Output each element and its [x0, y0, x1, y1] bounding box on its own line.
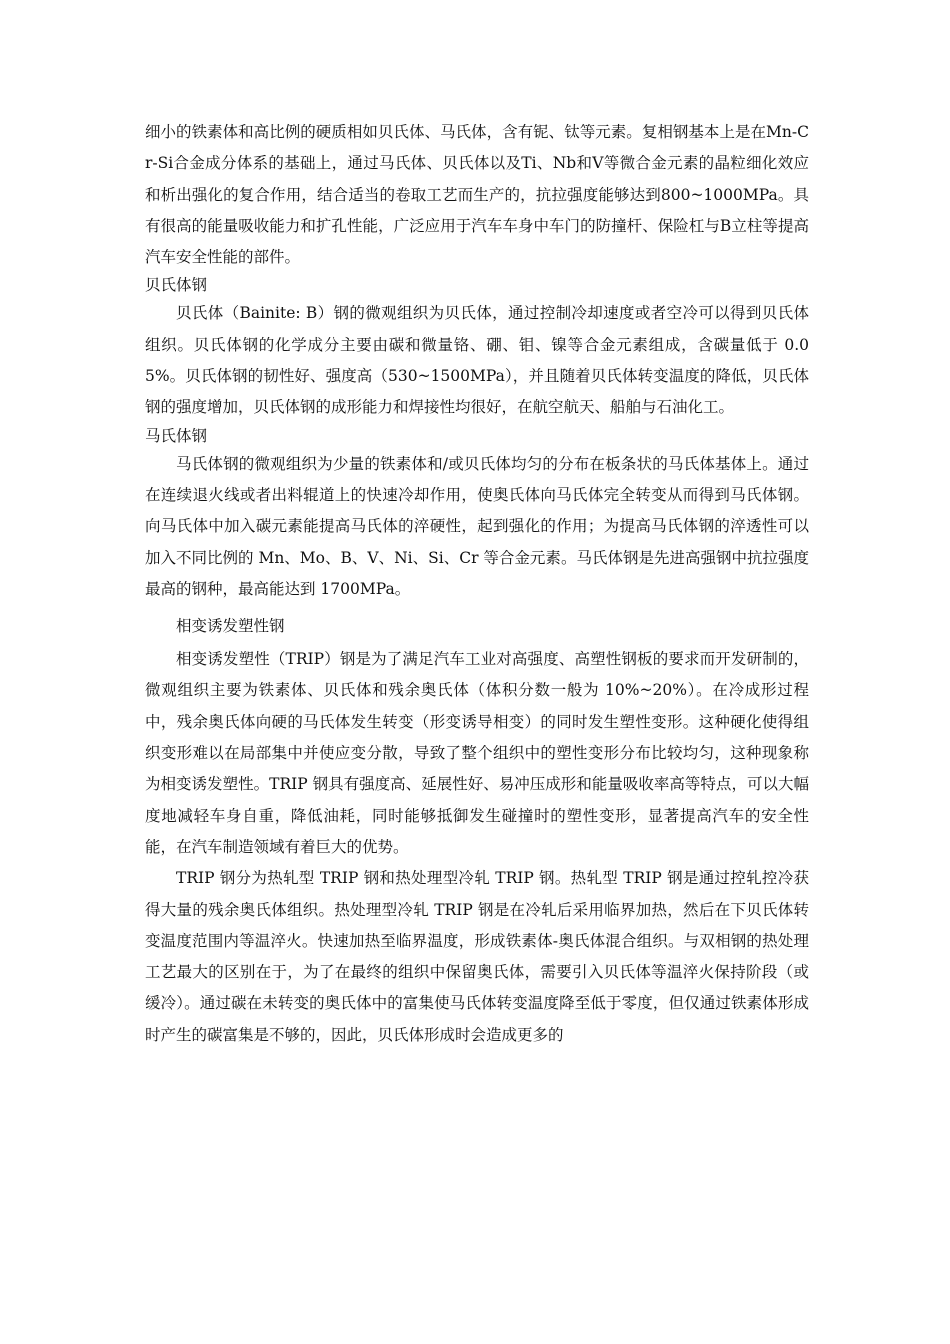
paragraph-complex-phase-steel: 细小的铁素体和高比例的硬质相如贝氏体、马氏体，含有铌、钛等元素。复相钢基本上是在Mn-Cr-Si合金成分体系的基础上，通过马氏体、贝氏体以及Ti、Nb和V等微合金元素的晶粒细化效应和析出强化的复合作用，结合适当的卷取工艺而生产的，抗拉强度能够达到800~1000MPa。具有很高的能量吸收能力和扩孔性能，广泛应用于汽车车身中车门的防撞杆、保险杠与B立柱等提高汽车安全性能的部件。 — [145, 123, 809, 267]
document-page — [145, 117, 809, 1051]
heading-trip-steel: 相变诱发塑性钢 — [176, 617, 285, 636]
paragraph-martensite-steel: 马氏体钢的微观组织为少量的铁素体和/或贝氏体均匀的分布在板条状的马氏体基体上。通过在连续退火线或者出料辊道上的快速冷却作用，使奥氏体向马氏体完全转变从而得到马氏体钢。向马氏体中加入碳元素能提高马氏体的淬硬性，起到强化的作用；为提高马氏体钢的淬透性可以加入不同比例的 Mn、Mo、B、V、Ni、Si、Cr 等合金元素。马氏体钢是先进高强钢中抗拉强度最高的钢种，最高能达到 1700MPa。 — [145, 454, 809, 598]
heading-martensite-steel: 马氏体钢 — [145, 426, 208, 445]
paragraph-bainite-steel: 贝氏体（Bainite: B）钢的微观组织为贝氏体，通过控制冷却速度或者空冷可以得到贝氏体组织。贝氏体钢的化学成分主要由碳和微量铬、硼、钼、镍等合金元素组成，含碳量低于 0.05%。贝氏体钢的韧性好、强度高（530~1500MPa），并且随着贝氏体转变温度的降低，贝氏体钢的强度增加，贝氏体钢的成形能力和焊接性均很好，在航空航天、船舶与石油化工。 — [145, 304, 809, 417]
paragraph-trip-steel: 相变诱发塑性（TRIP）钢是为了满足汽车工业对高强度、高塑性钢板的要求而开发研制的，微观组织主要为铁素体、贝氏体和残余奥氏体（体积分数一般为 10%~20%）。在冷成形过程中，残余奥氏体向硬的马氏体发生转变（形变诱导相变）的同时发生塑性变形。这种硬化使得组织变形难以在局部集中并使应变分散，导致了整个组织中的塑性变形分布比较均匀，这种现象称为相变诱发塑性。TRIP 钢具有强度高、延展性好、易冲压成形和能量吸收率高等特点，可以大幅度地减轻车身自重，降低油耗，同时能够抵御发生碰撞时的塑性变形，显著提高汽车的安全性能，在汽车制造领域有着巨大的优势。 — [145, 650, 809, 856]
heading-bainite-steel: 贝氏体钢 — [145, 276, 208, 295]
paragraph-trip-steel-types: TRIP 钢分为热轧型 TRIP 钢和热处理型冷轧 TRIP 钢。热轧型 TRIP 钢是通过控轧控冷获得大量的残余奥氏体组织。热处理型冷轧 TRIP 钢是在冷轧后采用临界加热，然后在下贝氏体转变温度范围内等温淬火。快速加热至临界温度，形成铁素体-奥氏体混合组织。与双相钢的热处理工艺最大的区别在于，为了在最终的组织中保留奥氏体，需要引入贝氏体等温淬火保持阶段（或缓冷）。通过碳在未转变的奥氏体中的富集使马氏体转变温度降至低于零度，但仅通过铁素体形成时产生的碳富集是不够的，因此，贝氏体形成时会造成更多的 — [145, 869, 809, 1044]
